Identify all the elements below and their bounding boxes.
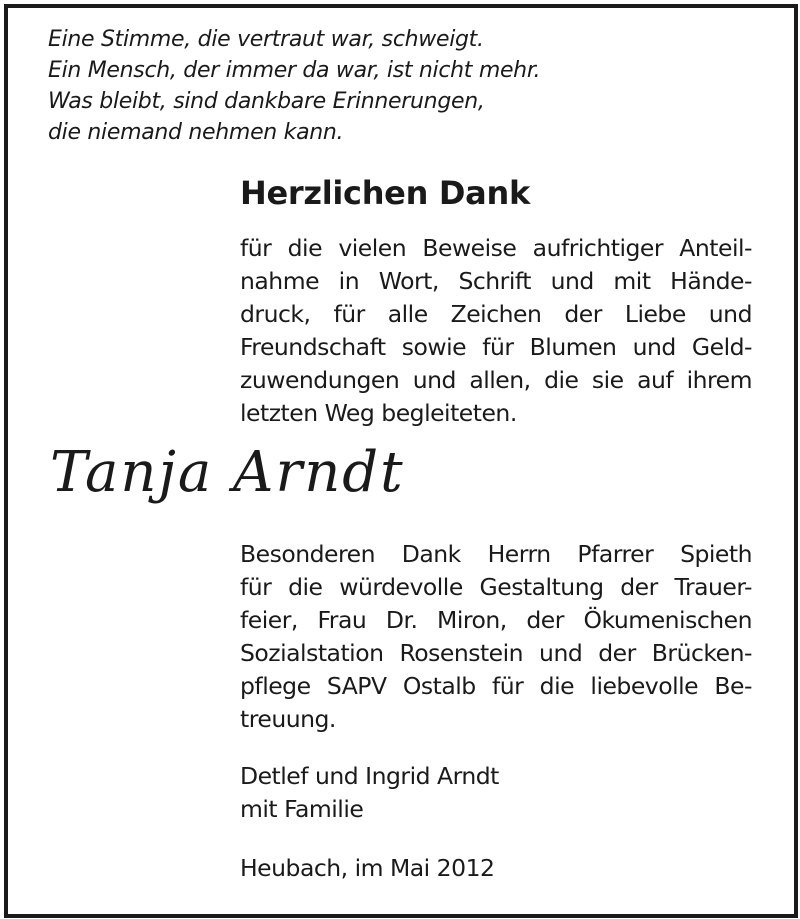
thanks-line: letzten Weg begleiteten. — [240, 399, 517, 427]
thanks-paragraph — [240, 232, 752, 430]
thanks-line: nahme in Wort, Schrift und mit Hände- — [240, 267, 752, 295]
thanks-line: Freundschaft sowie für Blumen und Geld- — [240, 333, 752, 361]
poem — [48, 24, 540, 148]
signatories — [240, 760, 499, 826]
signatory-family: mit Familie — [240, 795, 364, 823]
special-thanks-paragraph — [240, 538, 752, 736]
poem-line: die niemand nehmen kann. — [48, 120, 344, 145]
thanks-line: druck, für alle Zeichen der Liebe und — [240, 300, 752, 328]
thanks-line: für die vielen Beweise aufrichtiger Anteil- — [240, 234, 752, 262]
special-thanks-line: pflege SAPV Ostalb für die liebevolle Be- — [240, 672, 752, 700]
thanks-line: zuwendungen und allen, die sie auf ihrem — [240, 366, 752, 394]
special-thanks-line: treuung. — [240, 705, 336, 733]
signatory-names: Detlef und Ingrid Arndt — [240, 762, 499, 790]
place-date: Heubach, im Mai 2012 — [240, 854, 495, 882]
poem-line: Was bleibt, sind dankbare Erinnerungen, — [48, 89, 485, 114]
special-thanks-line: Sozialstation Rosenstein und der Brücken- — [240, 639, 752, 667]
page-title: Herzlichen Dank — [240, 174, 530, 212]
poem-line: Ein Mensch, der immer da war, ist nicht mehr. — [48, 58, 541, 83]
special-thanks-line: feier, Frau Dr. Miron, der Ökumenischen — [240, 606, 752, 634]
deceased-name-signature: Tanja Arndt — [50, 440, 405, 505]
poem-line: Eine Stimme, die vertraut war, schweigt. — [48, 27, 484, 52]
special-thanks-line: für die würdevolle Gestaltung der Trauer- — [240, 573, 752, 601]
special-thanks-line: Besonderen Dank Herrn Pfarrer Spieth — [240, 540, 752, 568]
